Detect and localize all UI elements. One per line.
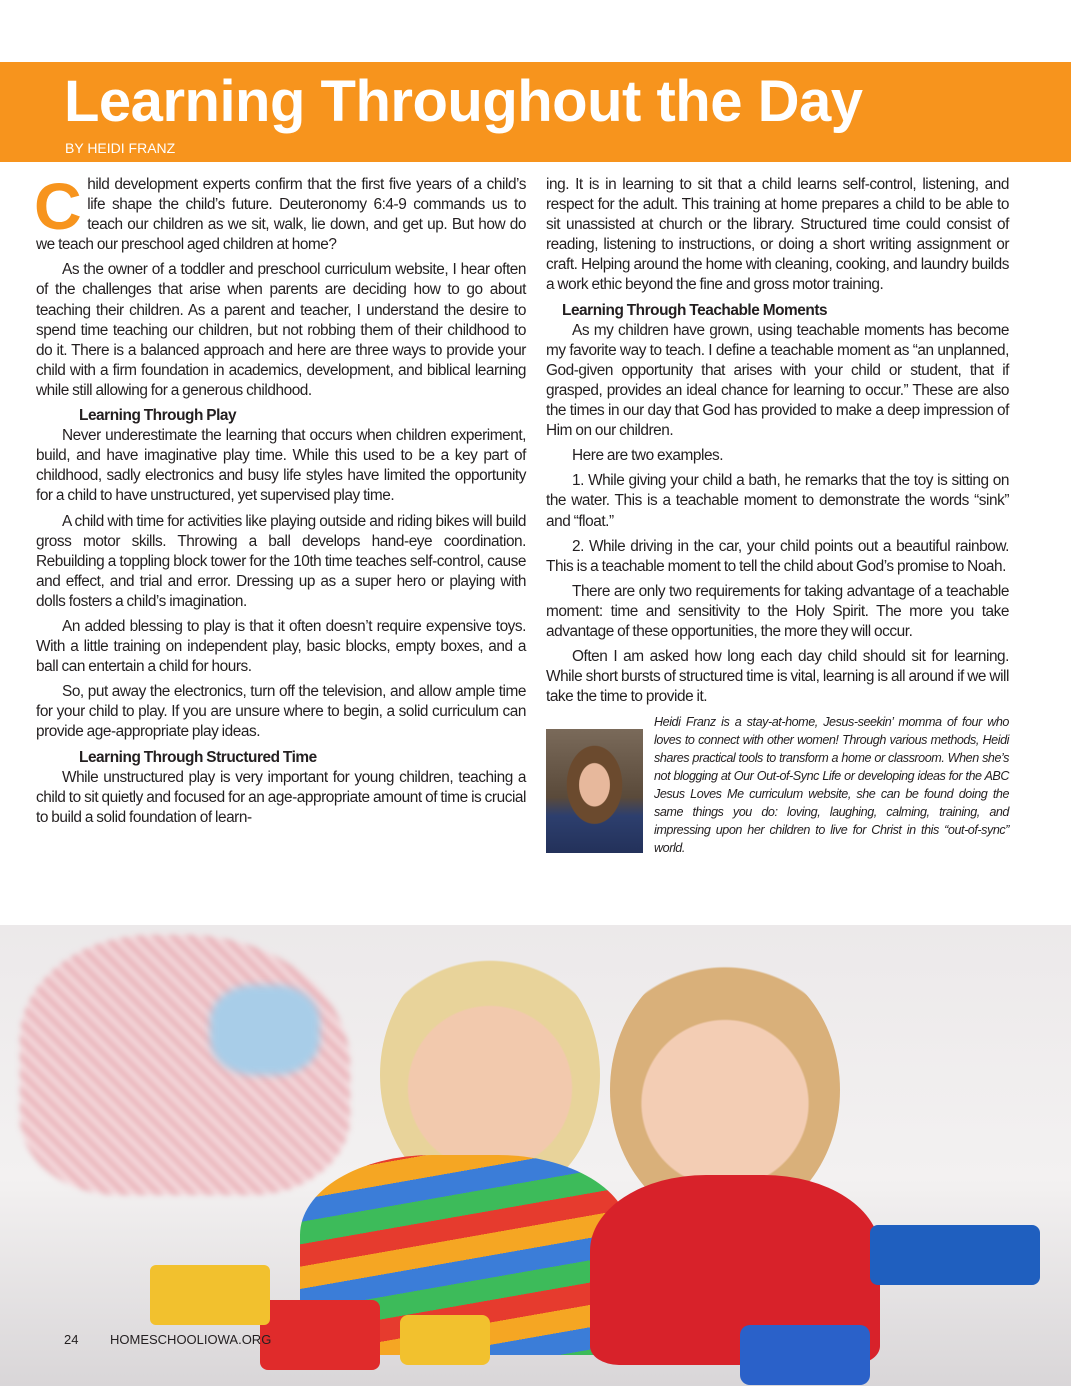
author-photo — [546, 729, 643, 853]
section-heading-teachable-moments: Learning Through Teachable Moments — [562, 301, 828, 319]
paragraph: As my children have grown, using teachable moments has become my favorite way to teach. I define a teachable moment as “an unplanned, God-given opportunity that arises with your child or student, that if grasped, provides an ideal chance for learning to occur.” These are also the times in our day that God has provided to make a deep impression of Him on our children. — [546, 321, 1009, 440]
paragraph: ing. It is in learning to sit that a child learns self-control, listening, and respect for the adult. This training at home prepares a child to be able to sit unassisted at church or the library. Structured time could consist of reading, listening to instructions, or doing a short writing assignment or craft. Helping around the home with cleaning, cooking, and laundry builds a work ethic beyond the fine and gross motor training. — [546, 176, 1009, 294]
children-playing-photo — [0, 925, 1071, 1386]
paragraph: 1. While giving your child a bath, he remarks that the toy is sitting on the water. This is a teachable moment to demonstrate the words “sink” and “float.” — [546, 472, 1009, 530]
toy-bus — [870, 1225, 1040, 1285]
toy-bus-small — [150, 1265, 270, 1325]
intro-text: hild development experts confirm that the first five years of a child’s life shape the child’s future. Deuteronomy 6:4-9 commands us to teach our children as we sit, walk, lie down, and get up. But how do we teach our preschool aged children at home? — [36, 176, 526, 254]
paragraph: So, put away the electronics, turn off the television, and allow ample time for your child to play. If you are unsure where to begin, a solid curriculum can provide age-appropriate play ideas. — [36, 683, 526, 741]
author-bio-text: Heidi Franz is a stay-at-home, Jesus-seekin’ momma of four who loves to connect with other women! Through various methods, Heidi shares practical tools to transform a home or classroom. When she’s not blogging at Our Out-of-Sync Life or developing ideas for the ABC Jesus Loves Me curriculum website, she can be found doing the same things you do: loving, laughing, calming, training, and impressing upon her children to live for Christ in this “out-of-sync” world. — [654, 715, 1009, 856]
drop-cap: C — [34, 169, 82, 243]
intro-paragraph — [34, 169, 526, 255]
paragraph: As the owner of a toddler and preschool curriculum website, I hear often of the challenges that arise when parents are deciding how to go about teaching their children. As a parent and teacher, I understand the desire to spend time teaching our children, but not robbing them of their childhood to do it. There is a balanced approach and here are three ways to provide your child with a firm foundation in academics, development, and biblical learning while still allowing for a generous childhood. — [36, 261, 526, 399]
page-number: 24 — [64, 1332, 79, 1347]
footer-site: HOMESCHOOLIOWA.ORG — [110, 1332, 272, 1347]
byline: BY HEIDI FRANZ — [65, 140, 176, 156]
section-heading-structured-time: Learning Through Structured Time — [79, 748, 317, 766]
paragraph: 2. While driving in the car, your child points out a beautiful rainbow. This is a teachable moment to tell the child about God’s promise to Noah. — [546, 537, 1009, 575]
toy-truck — [260, 1300, 380, 1370]
article-column-2 — [546, 175, 1009, 857]
paragraph: Often I am asked how long each day child should sit for learning. While short bursts of structured time is vital, learning is all around if we will take the time to provide it. — [546, 648, 1009, 706]
toy-car-blue — [740, 1325, 870, 1385]
toy-saddle — [210, 985, 320, 1075]
paragraph: Here are two examples. — [572, 447, 724, 465]
paragraph: While unstructured play is very important for young children, teaching a child to sit quietly and focused for an age-appropriate amount of time is crucial to build a solid foundation of learn- — [36, 768, 526, 826]
paragraph: There are only two requirements for taking advantage of a teachable moment: time and sensitivity to the Holy Spirit. The more you take advantage of these opportunities, the more they will occur. — [546, 582, 1009, 640]
paragraph: An added blessing to play is that it often doesn’t require expensive toys. With a little training on independent play, basic blocks, empty boxes, and a ball can entertain a child for hours. — [36, 617, 526, 676]
section-heading-play: Learning Through Play — [79, 407, 237, 425]
paragraph: A child with time for activities like playing outside and riding bikes will build gross motor skills. Throwing a ball develops hand-eye coordination. Rebuilding a toppling block tower for the 10th time teaches self-control, cause and effect, and trial and error. Dressing up as a super hero or playing with dolls fosters a child’s imagination. — [36, 512, 526, 610]
author-bio — [546, 713, 1009, 857]
article-title: Learning Throughout the Day — [64, 69, 863, 134]
title-banner — [0, 62, 1071, 162]
toy-car — [400, 1315, 490, 1365]
paragraph: Never underestimate the learning that occurs when children experiment, build, and have imaginative play time. While this used to be a key part of childhood, sadly electronics and busy life styles have limited the opportunity for a child to have unstructured, yet supervised play time. — [36, 427, 526, 505]
article-column-1 — [34, 169, 526, 833]
